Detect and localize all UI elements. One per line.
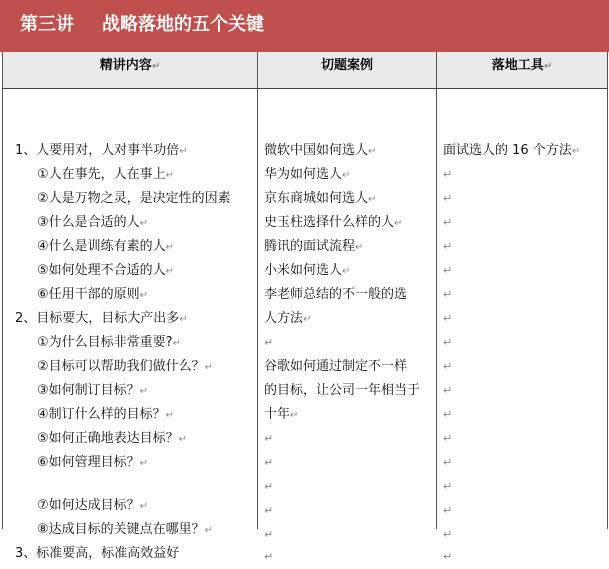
content-line: ⑥任用干部的原则↵ [37,287,149,302]
tool-cell [437,89,608,563]
case-line: 人方法↵ [264,311,312,326]
lesson-number: 第三讲 [20,14,74,35]
return-mark: ↵ [264,528,274,541]
content-line: ①人在事先，人在事上↵ [37,167,175,182]
return-mark: ↵ [443,336,453,349]
case-line: 的目标，让公司一年相当于 [264,383,421,398]
return-mark: ↵ [443,528,453,541]
lesson-title: 战略落地的五个关键 [102,14,264,35]
return-mark: ↵ [443,264,453,277]
return-mark: ↵ [443,288,453,301]
tool-line: 面试选人的 16 个方法↵ [443,143,581,158]
case-line: 谷歌如何通过制定不一样 [264,359,408,374]
return-mark: ↵ [443,360,453,373]
content-cell [3,89,258,561]
content-line: ②目标可以帮助我们做什么？↵ [37,359,214,374]
content-line: ③如何制订目标？↵ [37,383,149,398]
return-mark: ↵ [264,480,274,493]
content-line: ②人是万物之灵，是决定性的因素 [37,191,231,206]
title-bar [0,0,609,52]
return-mark: ↵ [443,432,453,445]
return-mark: ↵ [264,550,274,563]
return-mark: ↵ [443,456,453,469]
case-line: 华为如何选人↵ [264,167,351,182]
case-line: 腾讯的面试流程↵ [264,239,364,254]
return-mark: ↵ [443,384,453,397]
return-mark: ↵ [443,240,453,253]
content-line: ⑤如何处理不合适的人↵ [37,263,175,278]
table-body-row [3,89,608,530]
content-line: ⑧达成目标的关键点在哪里？↵ [37,522,214,537]
case-line: 小米如何选人↵ [264,263,351,278]
return-mark: ↵ [264,432,274,445]
course-table [2,52,608,563]
content-line: ④什么是训练有素的人↵ [37,239,175,254]
return-mark: ↵ [264,336,274,349]
return-mark: ↵ [443,192,453,205]
content-line: ⑥如何管理目标？↵ [37,455,149,470]
return-mark: ↵ [264,456,274,469]
content-line: ⑤如何正确地表达目标？↵ [37,431,188,446]
return-mark: ↵ [443,550,453,563]
column-header-case: 切题案例 [258,52,437,89]
return-mark: ↵ [443,168,453,181]
return-mark: ↵ [443,312,453,325]
case-line: 京东商城如何选人↵ [264,191,377,206]
content-line: 1、人要用对，人对事半功倍↵ [15,143,188,158]
return-mark: ↵ [443,216,453,229]
case-line: 史玉柱选择什么样的人↵ [264,215,403,230]
content-line: ⑦如何达成目标？↵ [37,498,149,513]
return-mark: ↵ [443,504,453,517]
case-cell [258,89,437,563]
return-mark: ↵ [443,408,453,421]
return-mark: ↵ [443,480,453,493]
case-line: 十年↵ [264,407,299,422]
case-line: 微软中国如何选人↵ [264,143,377,158]
content-line: ①为什么目标非常重要?↵ [37,335,181,350]
content-line: 2、目标要大，目标大产出多↵ [15,311,188,326]
case-line: 李老师总结的不一般的选 [264,287,408,302]
content-line: ③什么是合适的人↵ [37,215,149,230]
table-header-row [3,52,608,89]
column-header-content: 精讲内容↵ [3,52,258,89]
content-line: ④制订什么样的目标？↵ [37,407,175,422]
content-line: 3、标准要高，标准高效益好 [15,546,180,561]
column-header-tool: 落地工具↵ [437,52,608,89]
return-mark: ↵ [264,504,274,517]
